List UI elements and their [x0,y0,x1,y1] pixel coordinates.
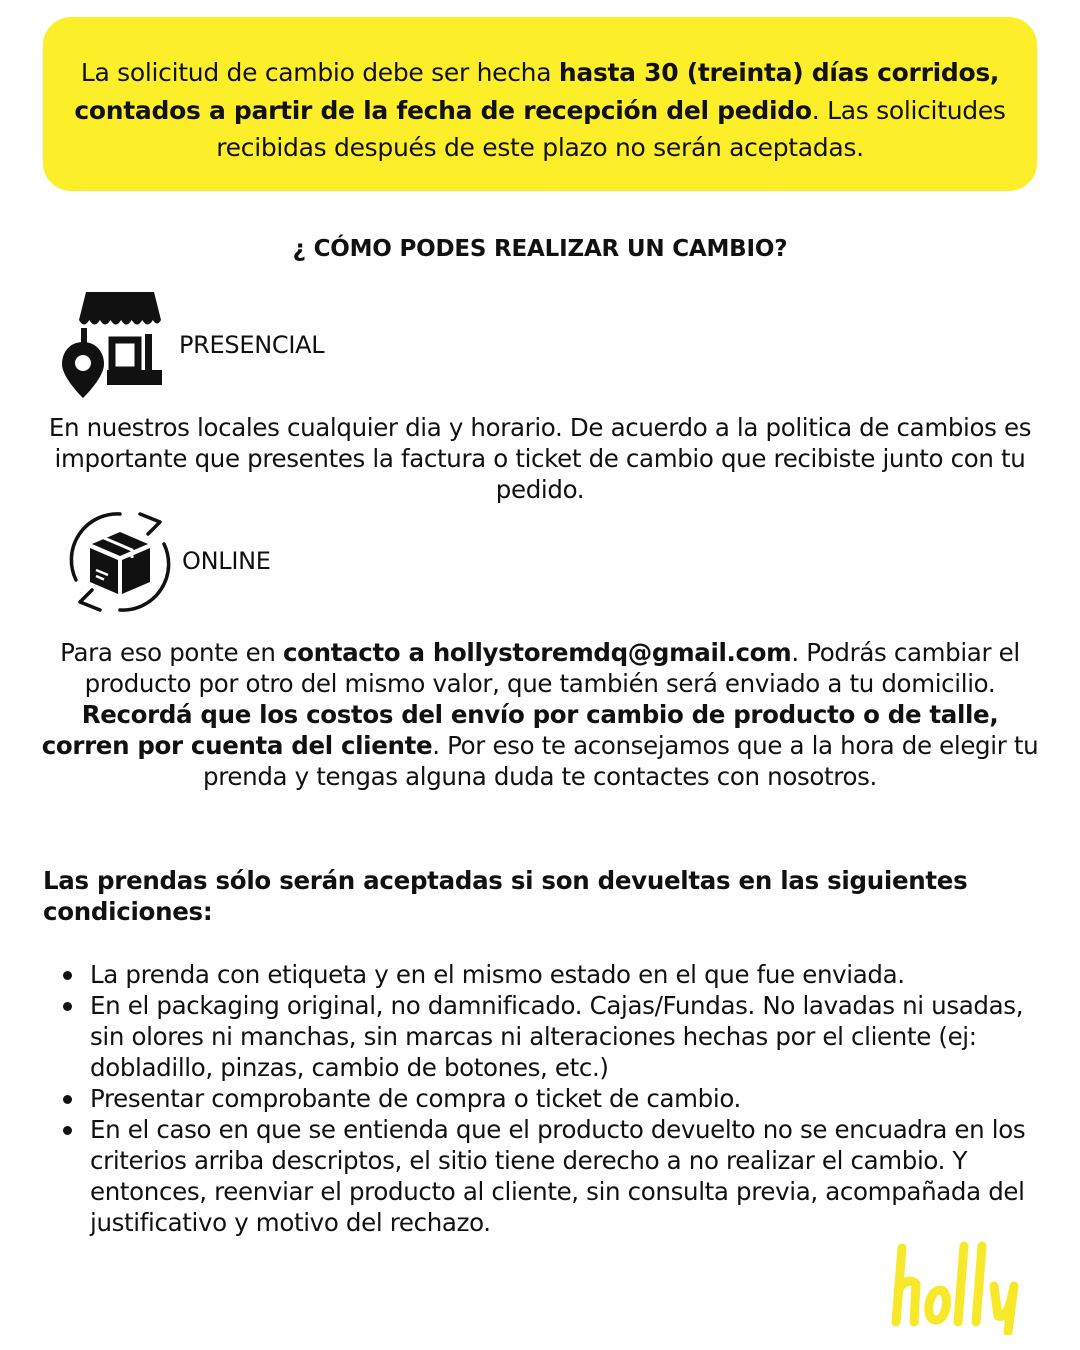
online-text-start: Para eso ponte en [60,638,283,667]
online-label: ONLINE [182,547,271,575]
banner-deadline-emphasis: hasta 30 (treinta) días corridos, contados a partir de la fecha de recepción del pedido [74,58,1000,125]
banner-text-end: . Las solicitudes recibidas después de este plazo no serán aceptadas. [216,95,1006,162]
section-heading: ¿ CÓMO PODES REALIZAR UN CAMBIO? [292,236,788,262]
contact-email: contacto a hollystoremdq@gmail.com [282,638,792,667]
list-item: Presentar comprobante de compra o ticket de cambio. [90,1083,1040,1114]
online-description [36,637,1044,792]
banner-text-start: La solicitud de cambio debe ser hecha [80,58,559,87]
list-item: En el caso en que se entienda que el producto devuelto no se encuadra en los criterios arriba descriptos, el sitio tiene derecho a no realizar el cambio. Y entonces, reenviar el producto al cliente, sin consulta previa, acompañada del justificativo y motivo del rechazo. [90,1114,1040,1238]
online-text-end: . Por eso te aconsejamos que a la hora de elegir tu prenda y tengas alguna duda te contactes con nosotros. [203,731,1039,791]
list-item: La prenda con etiqueta y en el mismo estado en el que fue enviada. [90,959,1040,990]
conditions-list [90,959,1040,1238]
list-item: En el packaging original, no damnificado. Cajas/Fundas. No lavadas ni usadas, sin olores ni manchas, sin marcas ni alteraciones hechas por el cliente (ej: dobladillo, pinzas, cambio de botones, etc.) [90,990,1040,1083]
presencial-description: En nuestros locales cualquier dia y horario. De acuerdo a la politica de cambios es importante que presentes la factura o ticket de cambio que recibiste junto con tu pedido. [48,413,1032,504]
deadline-banner [43,17,1037,191]
conditions-title: Las prendas sólo serán aceptadas si son devueltas en las siguientes condiciones: [43,866,968,926]
presencial-label: PRESENCIAL [179,331,325,359]
box-exchange-icon [64,508,176,616]
shipping-cost-note: Recordá que los costos del envío por cambio de producto o de talle, corren por cuenta del cliente [41,700,999,760]
holly-logo [890,1240,1030,1335]
store-location-icon [62,290,164,402]
online-text-middle: . Podrás cambiar el producto por otro del mismo valor, que también será enviado a tu domicilio. [84,638,1020,698]
